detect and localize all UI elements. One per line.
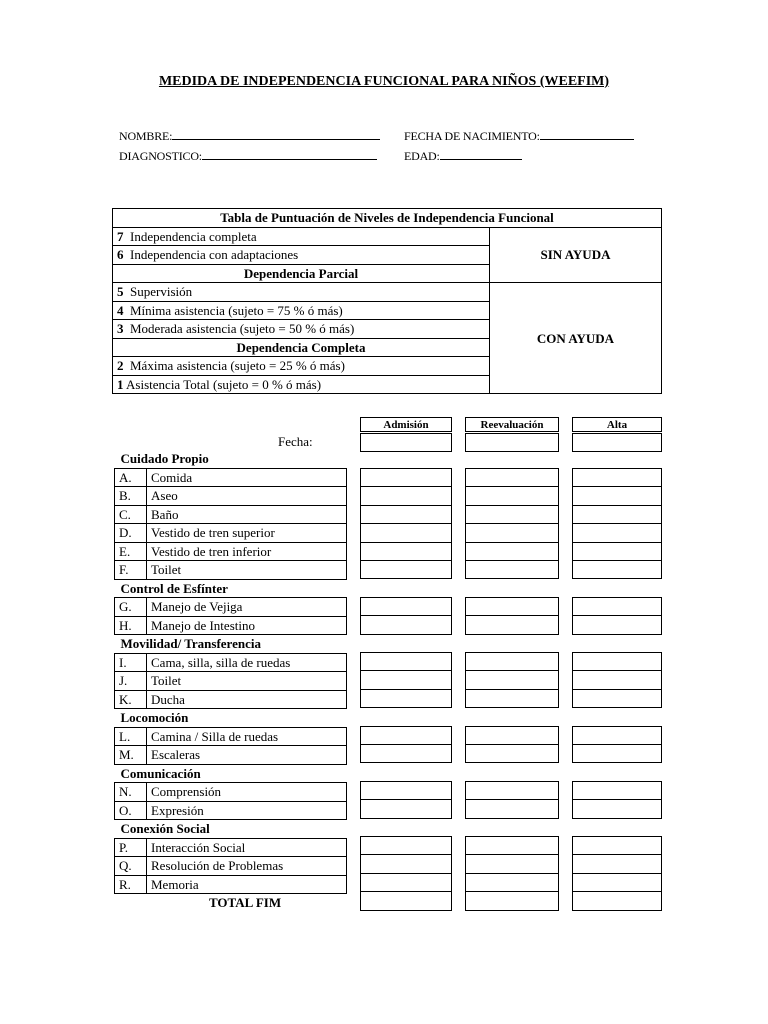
score-input-box[interactable] (572, 597, 662, 616)
column-reevaluacion (465, 417, 559, 432)
item-letter: C. (115, 505, 147, 524)
score-input-box[interactable] (572, 560, 662, 579)
item-letter: P. (115, 838, 147, 857)
item-label: Expresión (147, 801, 347, 820)
item-row (115, 727, 347, 746)
item-row (115, 468, 347, 487)
item-label: Toilet (147, 672, 347, 691)
score-input-box[interactable] (572, 615, 662, 634)
level-row: 5 Supervisión (113, 283, 490, 302)
column-header-alta: Alta (572, 417, 662, 432)
score-input-box[interactable] (360, 560, 452, 579)
score-input-box[interactable] (465, 781, 559, 800)
item-label: Toilet (147, 561, 347, 580)
section-header-row (115, 635, 347, 654)
score-input-box[interactable] (465, 486, 559, 505)
item-label: Vestido de tren superior (147, 524, 347, 543)
score-input-box[interactable] (572, 670, 662, 689)
score-input-box[interactable] (465, 652, 559, 671)
section-header-row (115, 579, 347, 598)
sin-ayuda-label: SIN AYUDA (490, 227, 662, 283)
score-input-box[interactable] (572, 468, 662, 487)
section-title: Movilidad/ Transferencia (120, 636, 261, 652)
item-label: Resolución de Problemas (147, 857, 347, 876)
edad-line[interactable] (440, 148, 522, 160)
score-input-box[interactable] (572, 726, 662, 745)
scoring-table-title: Tabla de Puntuación de Niveles de Independencia Funcional (113, 209, 662, 228)
item-row (115, 616, 347, 635)
score-input-box[interactable] (360, 744, 452, 763)
score-input-box[interactable] (360, 873, 452, 892)
level-row: 1 Asistencia Total (sujeto = 0 % ó más) (113, 375, 490, 394)
item-row (115, 746, 347, 765)
item-letter: O. (115, 801, 147, 820)
level-row: 7 Independencia completa (113, 227, 490, 246)
score-input-box[interactable] (360, 726, 452, 745)
nombre-line[interactable] (172, 128, 380, 140)
item-label: Baño (147, 505, 347, 524)
item-label: Comprensión (147, 783, 347, 802)
item-row (115, 875, 347, 894)
edad-label: EDAD: (404, 149, 440, 163)
score-input-box[interactable] (360, 615, 452, 634)
item-letter: L. (115, 727, 147, 746)
assessment-items-table (114, 450, 347, 894)
score-input-box[interactable] (465, 670, 559, 689)
item-letter: A. (115, 468, 147, 487)
item-letter: G. (115, 598, 147, 617)
score-input-box[interactable] (572, 542, 662, 561)
score-input-box[interactable] (572, 744, 662, 763)
section-header-row (115, 820, 347, 839)
score-input-box[interactable] (465, 560, 559, 579)
score-input-box[interactable] (360, 781, 452, 800)
item-label: Manejo de Vejiga (147, 598, 347, 617)
score-input-box[interactable] (360, 486, 452, 505)
section-title: Cuidado Propio (120, 451, 209, 467)
fecha-nacimiento-field[interactable] (404, 128, 634, 144)
score-input-box[interactable] (572, 689, 662, 708)
nombre-label: NOMBRE: (119, 129, 173, 143)
score-input-box[interactable] (360, 652, 452, 671)
item-row (115, 542, 347, 561)
column-alta (572, 417, 662, 432)
item-letter: D. (115, 524, 147, 543)
item-letter: N. (115, 783, 147, 802)
total-input-box[interactable] (360, 891, 452, 910)
section-header-row (115, 450, 347, 468)
item-letter: Q. (115, 857, 147, 876)
score-input-box[interactable] (465, 542, 559, 561)
item-letter: K. (115, 690, 147, 709)
fecha-label: Fecha: (278, 434, 313, 449)
scoring-table (112, 208, 662, 394)
section-title: Control de Esfínter (120, 580, 228, 596)
item-label: Cama, silla, silla de ruedas (147, 653, 347, 672)
column-admision (360, 417, 452, 432)
score-input-box[interactable] (465, 726, 559, 745)
item-row (115, 783, 347, 802)
group-dependencia-parcial: Dependencia Parcial (113, 264, 490, 283)
level-row: 3 Moderada asistencia (sujeto = 50 % ó más) (113, 320, 490, 339)
item-letter: F. (115, 561, 147, 580)
score-input-box[interactable] (360, 523, 452, 542)
score-input-box[interactable] (465, 854, 559, 873)
item-label: Vestido de tren inferior (147, 542, 347, 561)
section-title: Conexión Social (120, 821, 210, 837)
diagnostico-label: DIAGNOSTICO: (119, 149, 202, 163)
level-row: 4 Mínima asistencia (sujeto = 75 % ó más) (113, 301, 490, 320)
nombre-field[interactable] (119, 128, 380, 144)
score-input-box[interactable] (572, 523, 662, 542)
score-input-box[interactable] (360, 505, 452, 524)
score-input-box[interactable] (572, 505, 662, 524)
section-title: Locomoción (120, 710, 189, 726)
item-letter: I. (115, 653, 147, 672)
fecha-input-box[interactable] (572, 433, 662, 452)
item-letter: E. (115, 542, 147, 561)
total-input-box[interactable] (572, 891, 662, 910)
item-letter: M. (115, 746, 147, 765)
score-input-box[interactable] (360, 597, 452, 616)
item-label: Escaleras (147, 746, 347, 765)
score-input-box[interactable] (465, 744, 559, 763)
total-fim-label: TOTAL FIM (209, 895, 282, 910)
fecha-nacimiento-label: FECHA DE NACIMIENTO: (404, 129, 540, 143)
score-input-box[interactable] (572, 836, 662, 855)
item-row (115, 524, 347, 543)
column-header-admision: Admisión (360, 417, 452, 432)
item-row (115, 838, 347, 857)
item-label: Aseo (147, 487, 347, 506)
item-row (115, 690, 347, 709)
section-header-row (115, 709, 347, 728)
item-row (115, 561, 347, 580)
item-letter: B. (115, 487, 147, 506)
score-input-box[interactable] (360, 854, 452, 873)
score-input-box[interactable] (360, 836, 452, 855)
score-input-box[interactable] (360, 689, 452, 708)
score-input-box[interactable] (465, 799, 559, 818)
item-row (115, 505, 347, 524)
level-row: 2 Máxima asistencia (sujeto = 25 % ó más) (113, 357, 490, 376)
score-input-box[interactable] (465, 468, 559, 487)
item-row (115, 598, 347, 617)
score-input-box[interactable] (360, 670, 452, 689)
score-input-box[interactable] (572, 854, 662, 873)
item-letter: J. (115, 672, 147, 691)
item-label: Ducha (147, 690, 347, 709)
score-input-box[interactable] (572, 873, 662, 892)
item-row (115, 857, 347, 876)
score-input-box[interactable] (360, 542, 452, 561)
score-input-box[interactable] (465, 505, 559, 524)
group-dependencia-completa: Dependencia Completa (113, 338, 490, 357)
score-input-box[interactable] (465, 615, 559, 634)
item-letter: H. (115, 616, 147, 635)
section-title: Comunicación (120, 765, 201, 781)
score-input-box[interactable] (465, 597, 559, 616)
score-input-box[interactable] (465, 523, 559, 542)
item-label: Interacción Social (147, 838, 347, 857)
column-header-reevaluacion: Reevaluación (465, 417, 559, 432)
level-row: 6 Independencia con adaptaciones (113, 246, 490, 265)
section-header-row (115, 764, 347, 783)
edad-field[interactable] (404, 148, 522, 164)
item-label: Camina / Silla de ruedas (147, 727, 347, 746)
fecha-input-box[interactable] (465, 433, 559, 452)
item-row (115, 801, 347, 820)
item-label: Memoria (147, 875, 347, 894)
score-input-box[interactable] (465, 689, 559, 708)
fecha-input-box[interactable] (360, 433, 452, 452)
item-label: Comida (147, 468, 347, 487)
score-input-box[interactable] (572, 486, 662, 505)
diagnostico-field[interactable] (119, 148, 377, 164)
score-input-box[interactable] (465, 836, 559, 855)
total-input-box[interactable] (465, 891, 559, 910)
document-title: MEDIDA DE INDEPENDENCIA FUNCIONAL PARA NIÑOS (WEEFIM) (158, 74, 610, 89)
item-letter: R. (115, 875, 147, 894)
diagnostico-line[interactable] (202, 148, 377, 160)
score-input-box[interactable] (572, 781, 662, 800)
score-input-box[interactable] (360, 799, 452, 818)
score-input-box[interactable] (572, 799, 662, 818)
score-input-box[interactable] (360, 468, 452, 487)
con-ayuda-label: CON AYUDA (490, 283, 662, 394)
item-label: Manejo de Intestino (147, 616, 347, 635)
fecha-nacimiento-line[interactable] (540, 128, 634, 140)
score-input-box[interactable] (572, 652, 662, 671)
item-row (115, 672, 347, 691)
score-input-box[interactable] (465, 873, 559, 892)
item-row (115, 487, 347, 506)
item-row (115, 653, 347, 672)
